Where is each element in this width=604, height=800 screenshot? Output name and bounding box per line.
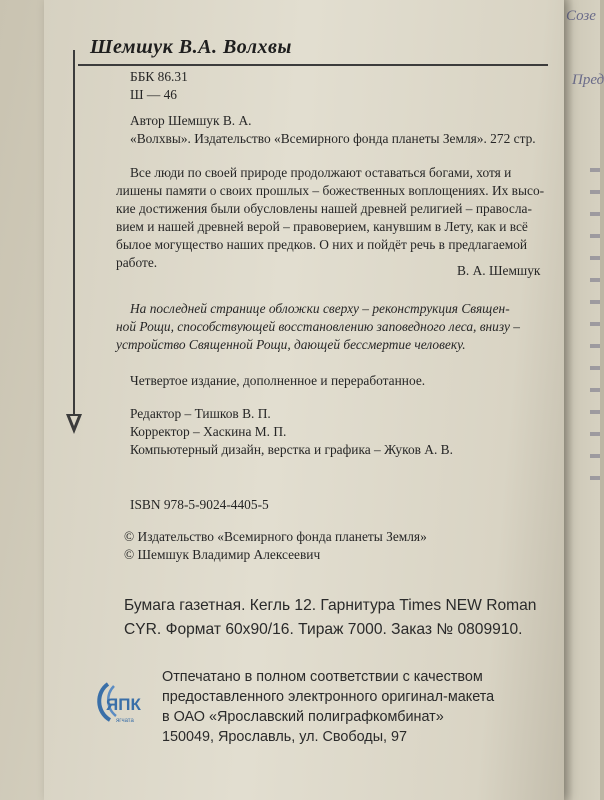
book-line: «Волхвы». Издательство «Всемирного фонда планеты Земля». 272 стр. — [130, 131, 536, 146]
cover-note-line: ной Рощи, способствующей восстановлению заповедного леса, внизу – — [116, 319, 520, 334]
printing-line: в ОАО «Ярославский полиграфкомбинат» — [162, 709, 444, 725]
annotation-line: кие достижения были обусловлены нашей древней религией – правосла- — [116, 201, 532, 216]
annotation-line: вием и нашей древней верой – правоверием, канувшим в Лету, как и всё — [116, 219, 528, 234]
right-page-fragment-1: Созе — [566, 8, 596, 24]
printer-logo — [92, 678, 160, 728]
annotation-line: работе. — [116, 255, 158, 270]
annotation-signature: В. А. Шемшук — [457, 263, 541, 278]
printing-line: предоставленного электронного оригинал-макета — [162, 689, 495, 705]
cover-note-line: На последней странице обложки сверху – реконструкция Священ- — [130, 301, 510, 316]
credit-editor: Редактор – Тишков В. П. — [130, 406, 271, 421]
cover-note-line: устройство Священной Рощи, дающей бессмертие человеку. — [116, 337, 466, 352]
annotation-line: Все люди по своей природе продолжают оставаться богами, хотя и — [130, 165, 512, 180]
logo-subtext: ягчата — [116, 718, 134, 724]
logo-text: ЯПК — [106, 695, 141, 714]
annotation-line: лишены памяти о своих прошлых – божественных воплощениях. Их высо- — [116, 183, 545, 198]
copyright-author: © Шемшук Владимир Алексеевич — [124, 547, 321, 562]
margin-line — [73, 50, 75, 422]
paper-info-line: CYR. Формат 60х90/16. Тираж 7000. Заказ № 0809910. — [124, 621, 523, 638]
header-title: Шемшук В.А. Волхвы — [90, 36, 292, 58]
arrow-inner — [70, 416, 78, 426]
credit-design: Компьютерный дизайн, верстка и графика – Жуков А. В. — [130, 442, 453, 457]
right-page-marks — [590, 150, 600, 480]
header-bar — [78, 34, 548, 66]
annotation-line: былое могущество наших предков. О них и пойдёт речь в предлагаемой — [116, 237, 528, 252]
edition-note: Четвертое издание, дополненное и переработанное. — [130, 373, 426, 388]
copyright-publisher: © Издательство «Всемирного фонда планеты Земля» — [124, 529, 427, 544]
author-index: Ш — 46 — [130, 87, 177, 102]
paper-info-line: Бумага газетная. Кегль 12. Гарнитура Times NEW Roman — [124, 597, 537, 614]
printing-line: 150049, Ярославль, ул. Свободы, 97 — [162, 729, 408, 745]
bbk-code: ББК 86.31 — [130, 69, 188, 84]
right-page-fragment-2: Пред — [572, 72, 604, 88]
author-line: Автор Шемшук В. А. — [130, 113, 252, 128]
isbn: ISBN 978-5-9024-4405-5 — [130, 497, 269, 512]
printing-line: Отпечатано в полном соответствии с качеством — [162, 669, 483, 685]
credit-proofreader: Корректор – Хаскина М. П. — [130, 424, 287, 439]
